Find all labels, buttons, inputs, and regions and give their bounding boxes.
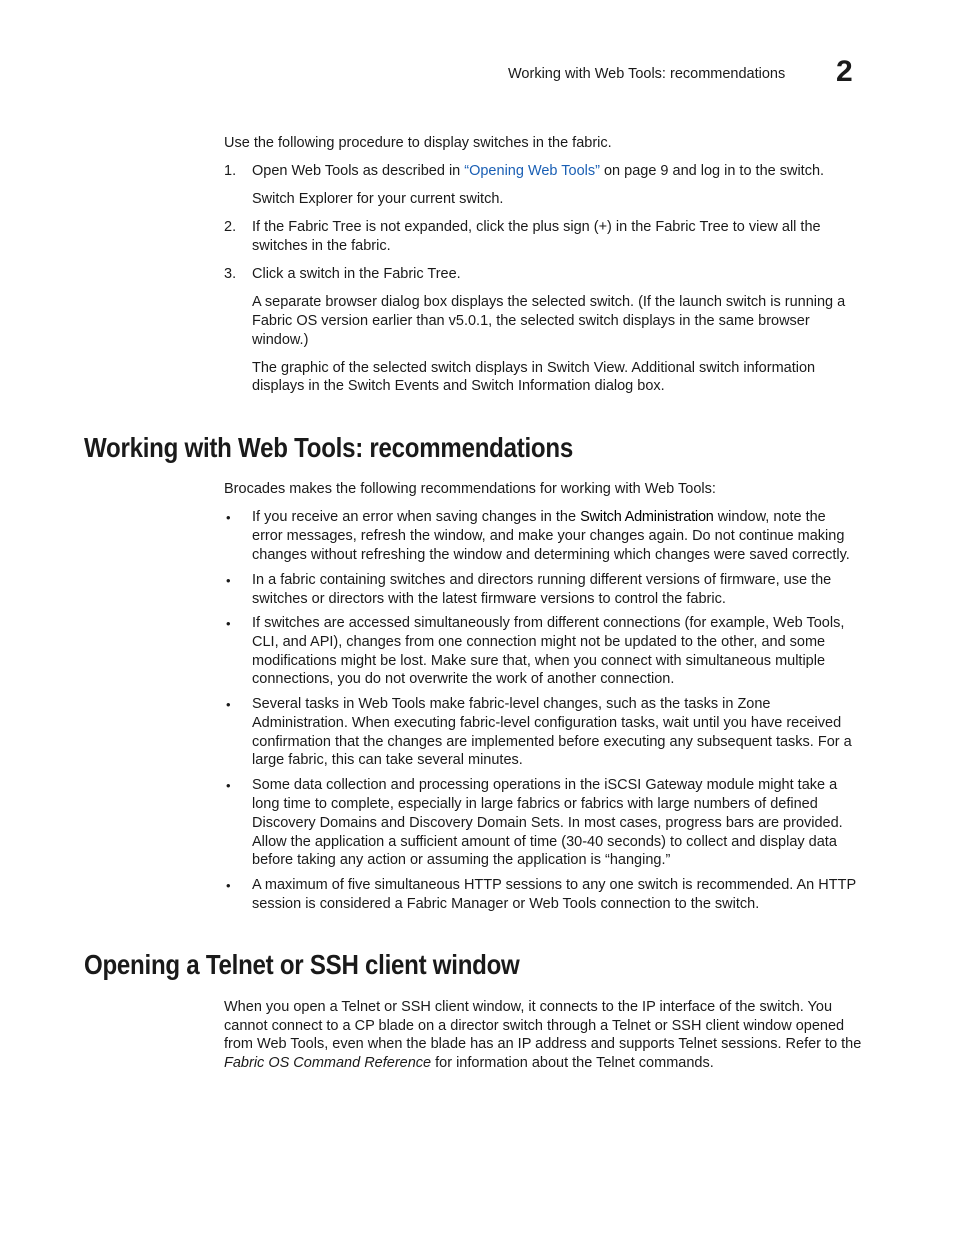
bullet-6-line: A maximum of five simultaneous HTTP sessions to any one switch is recommended. An HTTP [252,877,857,893]
step-3-para-line: A separate browser dialog box displays the selected switch. (If the launch switch is running a [252,294,846,310]
bullet-icon: • [226,878,231,893]
bullet-5-line: Discovery Domains and Discovery Domain Sets. In most cases, progress bars are provided. [252,815,843,831]
bullet-4-line: confirmation that the changes are implemented before executing any subsequent tasks. For a [252,734,852,750]
bullet-1-pre: If you receive an error when saving changes in the [252,509,581,525]
step-number: 2. [224,219,237,235]
ui-label-switch-administration: Switch Administration [580,509,714,525]
step-1-note: Switch Explorer for your current switch. [252,191,504,207]
step-2-line: switches in the fabric. [252,238,391,254]
step-number: 3. [224,266,237,282]
step-1-pre: Open Web Tools as described in [252,163,465,179]
chapter-number: 2 [836,55,853,88]
bullet-5-line: long time to complete, especially in large fabrics or fabrics with large numbers of defined [252,796,818,812]
telnet-para-line: When you open a Telnet or SSH client window, it connects to the IP interface of the switch. You [224,999,833,1015]
bullet-1-post: window, note the [713,509,826,525]
bullet-2-line: In a fabric containing switches and directors running different versions of firmware, use the [252,572,832,588]
bullet-3-line: modifications might be lost. Make sure that, when you connect with simultaneous multiple [252,653,826,669]
step-number: 1. [224,163,237,179]
bullet-2-line: switches or directors with the latest firmware versions to control the fabric. [252,591,726,607]
section-heading-recommendations: Working with Web Tools: recommendations [84,432,573,463]
bullet-5-line: Some data collection and processing operations in the iSCSI Gateway module might take a [252,777,838,793]
bullet-3-line: If switches are accessed simultaneously from different connections (for example, Web Tools, [252,615,845,631]
bullet-4-line: large fabric, this can take several minutes. [252,752,523,768]
telnet-para-rest: for information about the Telnet commands. [431,1055,714,1071]
step-2-line: If the Fabric Tree is not expanded, click the plus sign (+) in the Fabric Tree to view all the [252,219,821,235]
telnet-para-line: cannot connect to a CP blade on a director switch through a Telnet or SSH client window opened [224,1018,845,1034]
bullet-3-line: CLI, and API), changes from one connection might not be updated to the other, and some [252,634,826,650]
bullet-1-line: error messages, refresh the window, and make your changes again. Do not continue making [252,528,845,544]
bullet-icon: • [226,778,231,793]
bullet-5-line: before taking any action or assuming the application is “hanging.” [252,852,671,868]
procedure-lead: Use the following procedure to display switches in the fabric. [224,135,612,151]
telnet-para-last-line [224,1054,714,1073]
step-1-post: on page 9 and log in to the switch. [599,163,825,179]
step-3-para-line: window.) [252,332,309,348]
bullet-4-line: Administration. When executing fabric-level configuration tasks, wait until you have received [252,715,842,731]
bullet-3-line: connections, you do not overwrite the work of another connection. [252,671,675,687]
section-heading-telnet-ssh: Opening a Telnet or SSH client window [84,949,520,980]
bullet-5-line: Allow the application a sufficient amount of time (30-40 seconds) to collect and display data [252,834,837,850]
bullet-icon: • [226,616,231,631]
bullet-1-first-line [252,508,826,527]
step-1-text [252,162,824,181]
bullet-icon: • [226,510,231,525]
opening-web-tools-link[interactable]: “Opening Web Tools” [464,163,600,179]
step-3-para-line: The graphic of the selected switch displays in Switch View. Additional switch information [252,360,816,376]
bullet-6-line: session is considered a Fabric Manager or Web Tools connection to the switch. [252,896,760,912]
bullet-icon: • [226,697,231,712]
bullet-4-line: Several tasks in Web Tools make fabric-level changes, such as the tasks in Zone [252,696,771,712]
recommendations-lead: Brocades makes the following recommendations for working with Web Tools: [224,481,716,497]
command-reference-title: Fabric OS Command Reference [224,1055,432,1071]
bullet-1-line: changes without refreshing the window and determining which changes were saved correctly. [252,547,850,563]
step-3-line: Click a switch in the Fabric Tree. [252,266,461,282]
bullet-icon: • [226,573,231,588]
telnet-para-line: from Web Tools, even when the blade has an IP address and supports Telnet sessions. Refer to the [224,1036,862,1052]
step-3-para-line: displays in the Switch Events and Switch Information dialog box. [252,378,665,394]
running-header-title: Working with Web Tools: recommendations [508,66,786,82]
step-3-para-line: Fabric OS version earlier than v5.0.1, the selected switch displays in the same browser [252,313,810,329]
